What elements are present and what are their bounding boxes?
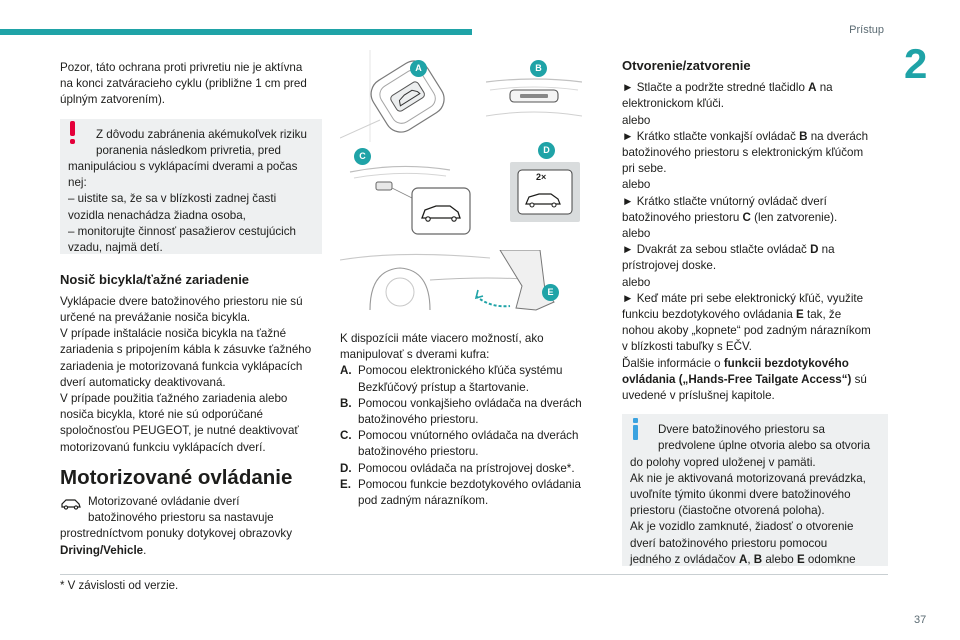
- list-item: [340, 428, 602, 460]
- motorized-control-text: [60, 494, 322, 559]
- warning-line: vzadu, najmä detí.: [68, 241, 163, 255]
- text-line: v blízkosti tabuľky s EČV.: [622, 340, 752, 354]
- intro-line: Pozor, táto ochrana proti privretiu nie je aktívna: [60, 61, 303, 74]
- warning-line: poranenia následkom privretia, pred: [96, 143, 281, 157]
- car-settings-icon: [60, 496, 82, 510]
- text-line: Bezkľúčový prístup a štartovanie.: [358, 380, 529, 394]
- text-line: funkciu bezdotykového ovládania E tak, že: [622, 308, 842, 322]
- text-line: zariadenia je motorizovaná funkcia vyklápacích: [60, 359, 303, 373]
- text-line: batožinového priestoru.: [358, 445, 479, 459]
- text-line: spoločnosťou PEUGEOT, je nutné deaktivovať: [60, 424, 299, 438]
- bike-carrier-heading: Nosič bicykla/ťažné zariadenie: [60, 271, 250, 287]
- badge-c: C: [354, 148, 371, 165]
- info-line: priestoru (čiastočne otvorená poloha).: [630, 504, 825, 518]
- badge-a: A: [410, 60, 427, 77]
- badge-d: D: [538, 142, 555, 159]
- text-line: Pomocou vnútorného ovládača na dverách: [358, 429, 579, 443]
- text-line: V prípade inštalácie nosiča bicykla na ťažné: [60, 327, 287, 341]
- text-line: Motorizované ovládanie dverí: [88, 495, 240, 509]
- info-line: dverí batožinového priestoru pomocou: [630, 536, 828, 550]
- intro-line: úplným zatvorením).: [60, 93, 166, 107]
- open-close-heading: Otvorenie/zatvorenie: [622, 58, 751, 73]
- text-line: V prípade použitia ťažného zariadenia alebo: [60, 392, 288, 406]
- right-column: [622, 58, 888, 566]
- bike-carrier-text: [60, 294, 322, 456]
- text-line: ► Krátko stlačte vnútorný ovládač dverí: [622, 194, 827, 208]
- text-line: ► Krátko stlačte vonkajší ovládač B na dverách: [622, 129, 869, 143]
- text-line: ► Dvakrát za sebou stlačte ovládač D na: [622, 243, 835, 257]
- footer-divider: [60, 574, 888, 575]
- figure-dashboard-button: [486, 142, 582, 242]
- info-line: uvoľníte týmito úkonmi dvere batožinového: [630, 488, 851, 502]
- item-label: D.: [340, 461, 352, 475]
- text-line: pri sebe.: [622, 162, 667, 176]
- text-line: ► Keď máte pri sebe elektronický kľúč, využite: [622, 291, 864, 305]
- item-label: A.: [340, 364, 352, 378]
- section-title: Prístup: [849, 24, 884, 36]
- warning-line: vozidla nenachádza žiadna osoba,: [68, 208, 246, 222]
- warning-line: – monitorujte činnosť pasažierov cestujúcich: [68, 224, 296, 238]
- text-line: nohou akoby „kopnete“ pod zadným nárazníkom: [622, 324, 871, 338]
- text-line: Pomocou vonkajšieho ovládača na dverách: [358, 396, 582, 410]
- left-column: [60, 60, 322, 559]
- text-line: dverí automaticky deaktivovaná.: [60, 375, 226, 389]
- text-line: uvedené v príslušnej kapitole.: [622, 389, 775, 403]
- info-line: Dvere batožinového priestoru sa: [658, 423, 825, 437]
- text-line: pod zadným nárazníkom.: [358, 494, 489, 508]
- text-line: Ďalšie informácie o funkcii bezdotykového: [622, 356, 849, 370]
- text-line: Pomocou funkcie bezdotykového ovládania: [358, 477, 582, 491]
- info-line: Ak je vozidlo zamknuté, žiadosť o otvorenie: [630, 520, 854, 534]
- text-line: elektronickom kľúči.: [622, 97, 724, 111]
- text-line: [60, 543, 322, 559]
- info-line: do polohy vopred uloženej v pamäti.: [630, 455, 816, 469]
- page-number: 37: [914, 614, 927, 626]
- list-item: [340, 363, 602, 395]
- intro-line: na konci zatváracieho cyklu (približne 1 cm pred: [60, 77, 307, 91]
- chapter-number: 2: [904, 40, 928, 87]
- badge-e: E: [542, 284, 559, 301]
- text-line: ovládania („Hands-Free Tailgate Access“) sú: [622, 372, 867, 386]
- footnote: * V závislosti od verzie.: [60, 580, 179, 592]
- warning-line: nej:: [68, 176, 87, 190]
- figure-foot-gesture: [340, 250, 582, 320]
- middle-column: [340, 331, 602, 509]
- info-line: Ak nie je aktivovaná motorizovaná prevádzka,: [630, 471, 866, 485]
- double-press-label: 2×: [536, 172, 547, 182]
- text-line: batožinového priestoru sa nastavuje: [88, 511, 274, 525]
- list-item: [340, 396, 602, 428]
- text-line: K dispozícii máte viacero možností, ako: [340, 332, 544, 345]
- info-line: predvolene úplne otvoria alebo sa otvoria: [658, 439, 871, 453]
- badge-b: B: [530, 60, 547, 77]
- figure-tailgate-handle: [486, 50, 582, 150]
- info-line: jedného z ovládačov A, B alebo E odomkne: [630, 552, 856, 566]
- warning-exclamation-icon: [70, 121, 76, 143]
- text-line: alebo: [622, 113, 651, 127]
- warning-line: – uistite sa, že sa v blízkosti zadnej časti: [68, 192, 277, 206]
- info-icon: [633, 418, 639, 440]
- text-line: Pomocou ovládača na prístrojovej doske*.: [358, 461, 575, 475]
- text-line: batožinového priestoru C (len zatvorenie).: [622, 210, 838, 224]
- item-label: E.: [340, 477, 351, 491]
- list-item: [340, 477, 602, 509]
- item-label: B.: [340, 396, 352, 410]
- text-line: Pomocou elektronického kľúča systému: [358, 364, 563, 378]
- text-line: prístrojovej doske.: [622, 259, 717, 273]
- text-line: alebo: [622, 178, 651, 192]
- punctuation: .: [143, 543, 147, 557]
- text-line: alebo: [622, 227, 651, 241]
- warning-box: [60, 119, 322, 254]
- text-line: určené na prevážanie nosiča bicykla.: [60, 311, 251, 325]
- motorized-control-heading: Motorizované ovládanie: [60, 465, 293, 489]
- header-accent-bar: [0, 29, 472, 35]
- text-line: batožinového priestoru.: [358, 413, 479, 427]
- figure-interior-button: [340, 142, 476, 242]
- text-line: Vyklápacie dvere batožinového priestoru nie sú: [60, 294, 303, 308]
- info-box: [622, 414, 888, 566]
- text-line: nosiča bicykla, ktoré nie sú odporúčané: [60, 408, 264, 422]
- text-line: prostredníctvom ponuky dotykovej obrazovky: [60, 527, 292, 541]
- list-item: [340, 461, 602, 477]
- text-line: ► Stlačte a podržte stredné tlačidlo A na: [622, 81, 833, 95]
- warning-line: Z dôvodu zabránenia akémukoľvek riziku: [96, 127, 307, 141]
- warning-line: manipuláciou s vyklápacími dverami a počas: [68, 160, 298, 174]
- text-line: zariadenia s pripojením kábla k zásuvke ťažného: [60, 343, 312, 357]
- text-line: motorizovanú funkciu vyklápacích dverí.: [60, 440, 266, 454]
- figure-key-fob: [340, 50, 476, 150]
- menu-name: Driving/Vehicle: [60, 543, 144, 557]
- text-line: alebo: [622, 275, 651, 289]
- text-line: batožinového priestoru s elektronickým kľúčom: [622, 146, 864, 160]
- item-label: C.: [340, 429, 352, 443]
- text-line: manipulovať s dverami kufra:: [340, 348, 490, 362]
